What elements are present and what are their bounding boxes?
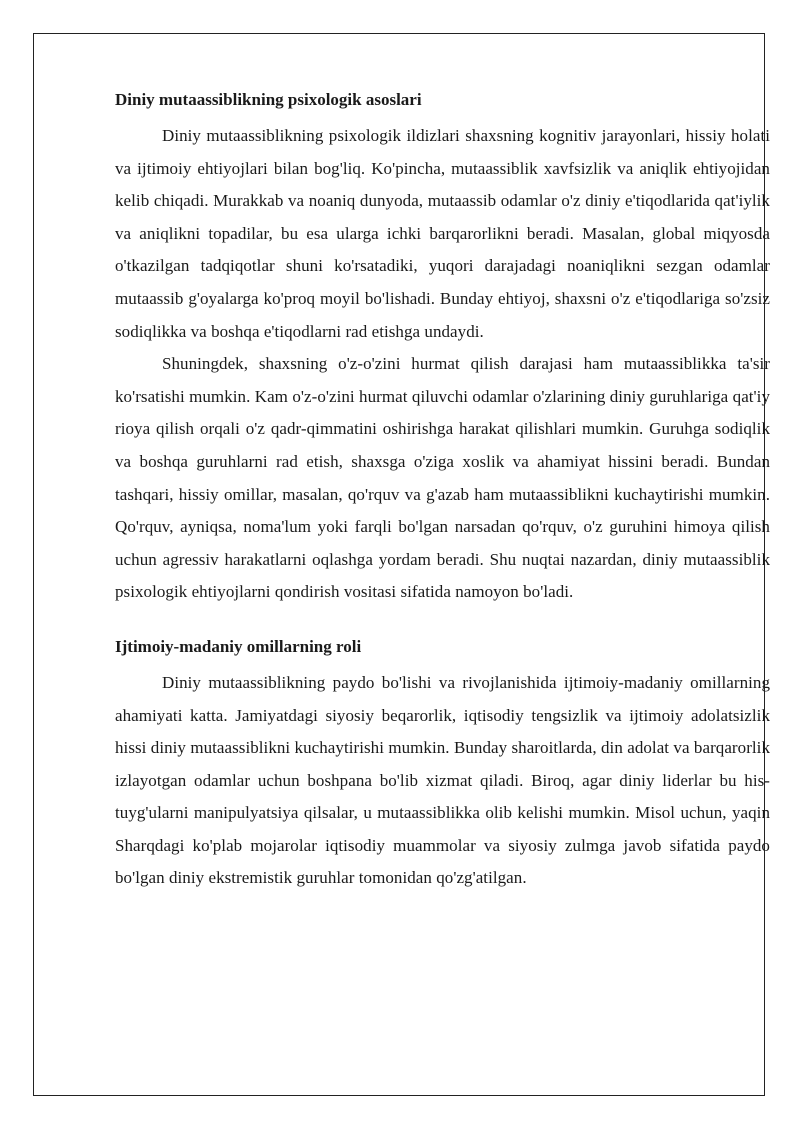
section-heading-psychological: Diniy mutaassiblikning psixologik asoslari <box>115 90 422 109</box>
paragraph: Shuningdek, shaxsning o'z-o'zini hurmat qilish darajasi ham mutaassiblikka ta'sir ko'rsatishi mumkin. Kam o'z-o'zini hurmat qiluvchi odamlar o'zlarining diniy guruhlariga qat'iy rioya qilish orqali o'z qadr-qimmatini oshirishga harakat qilishlari mumkin. Guruhga sodiqlik va boshqa guruhlarni rad etish, shaxsga o'ziga xoslik va ahamiyat hissini beradi. Bundan tashqari, hissiy omillar, masalan, qo'rquv va g'azab ham mutaassiblikni kuchaytirishi mumkin. Qo'rquv, ayniqsa, noma'lum yoki farqli bo'lgan narsadan qo'rquv, o'z guruhini himoya qilish uchun agressiv harakatlarni oqlashga yordam beradi. Shu nuqtai nazardan, diniy mutaassiblik psixologik ehtiyojlarni qondirish vositasi sifatida namoyon bo'ladi. <box>115 354 770 602</box>
paragraph: Diniy mutaassiblikning psixologik ildizlari shaxsning kognitiv jarayonlari, hissiy holati va ijtimoiy ehtiyojlari bilan bog'liq. Ko'pincha, mutaassiblik xavfsizlik va aniqlik ehtiyojidan kelib chiqadi. Murakkab va noaniq dunyoda, mutaassib odamlar o'z diniy e'tiqodlarida qat'iylik va aniqlikni topadilar, bu esa ularga ichki barqarorlikni beradi. Masalan, global miqyosda o'tkazilgan tadqiqotlar shuni ko'rsatadiki, yuqori darajadagi noaniqlikni sezgan odamlar mutaassib g'oyalarga ko'proq moyil bo'lishadi. Bunday ehtiyoj, shaxsni o'z e'tiqodlariga so'zsiz sodiqlikka va boshqa e'tiqodlarni rad etishga undaydi. <box>115 126 770 341</box>
section-heading-sociocultural: Ijtimoiy-madaniy omillarning roli <box>115 636 362 656</box>
paragraph: Diniy mutaassiblikning paydo bo'lishi va rivojlanishida ijtimoiy-madaniy omillarning ahamiyati katta. Jamiyatdagi siyosiy beqarorlik, iqtisodiy tengsizlik va ijtimoiy adolatsizlik hissi diniy mutaassiblikni kuchaytirishi mumkin. Bunday sharoitlarda, din adolat va barqarorlik izlayotgan odamlar uchun boshpana bo'lib xizmat qiladi. Biroq, agar diniy liderlar bu his-tuyg'ularni manipulyatsiya qilsalar, u mutaassiblikka olib kelishi mumkin. Misol uchun, yaqin Sharqdagi ko'plab mojarolar iqtisodiy muammolar va siyosiy zulmga javob sifatida paydo bo'lgan diniy ekstremistik guruhlar tomonidan qo'zg'atilgan. <box>115 672 770 888</box>
document-body <box>115 84 770 895</box>
